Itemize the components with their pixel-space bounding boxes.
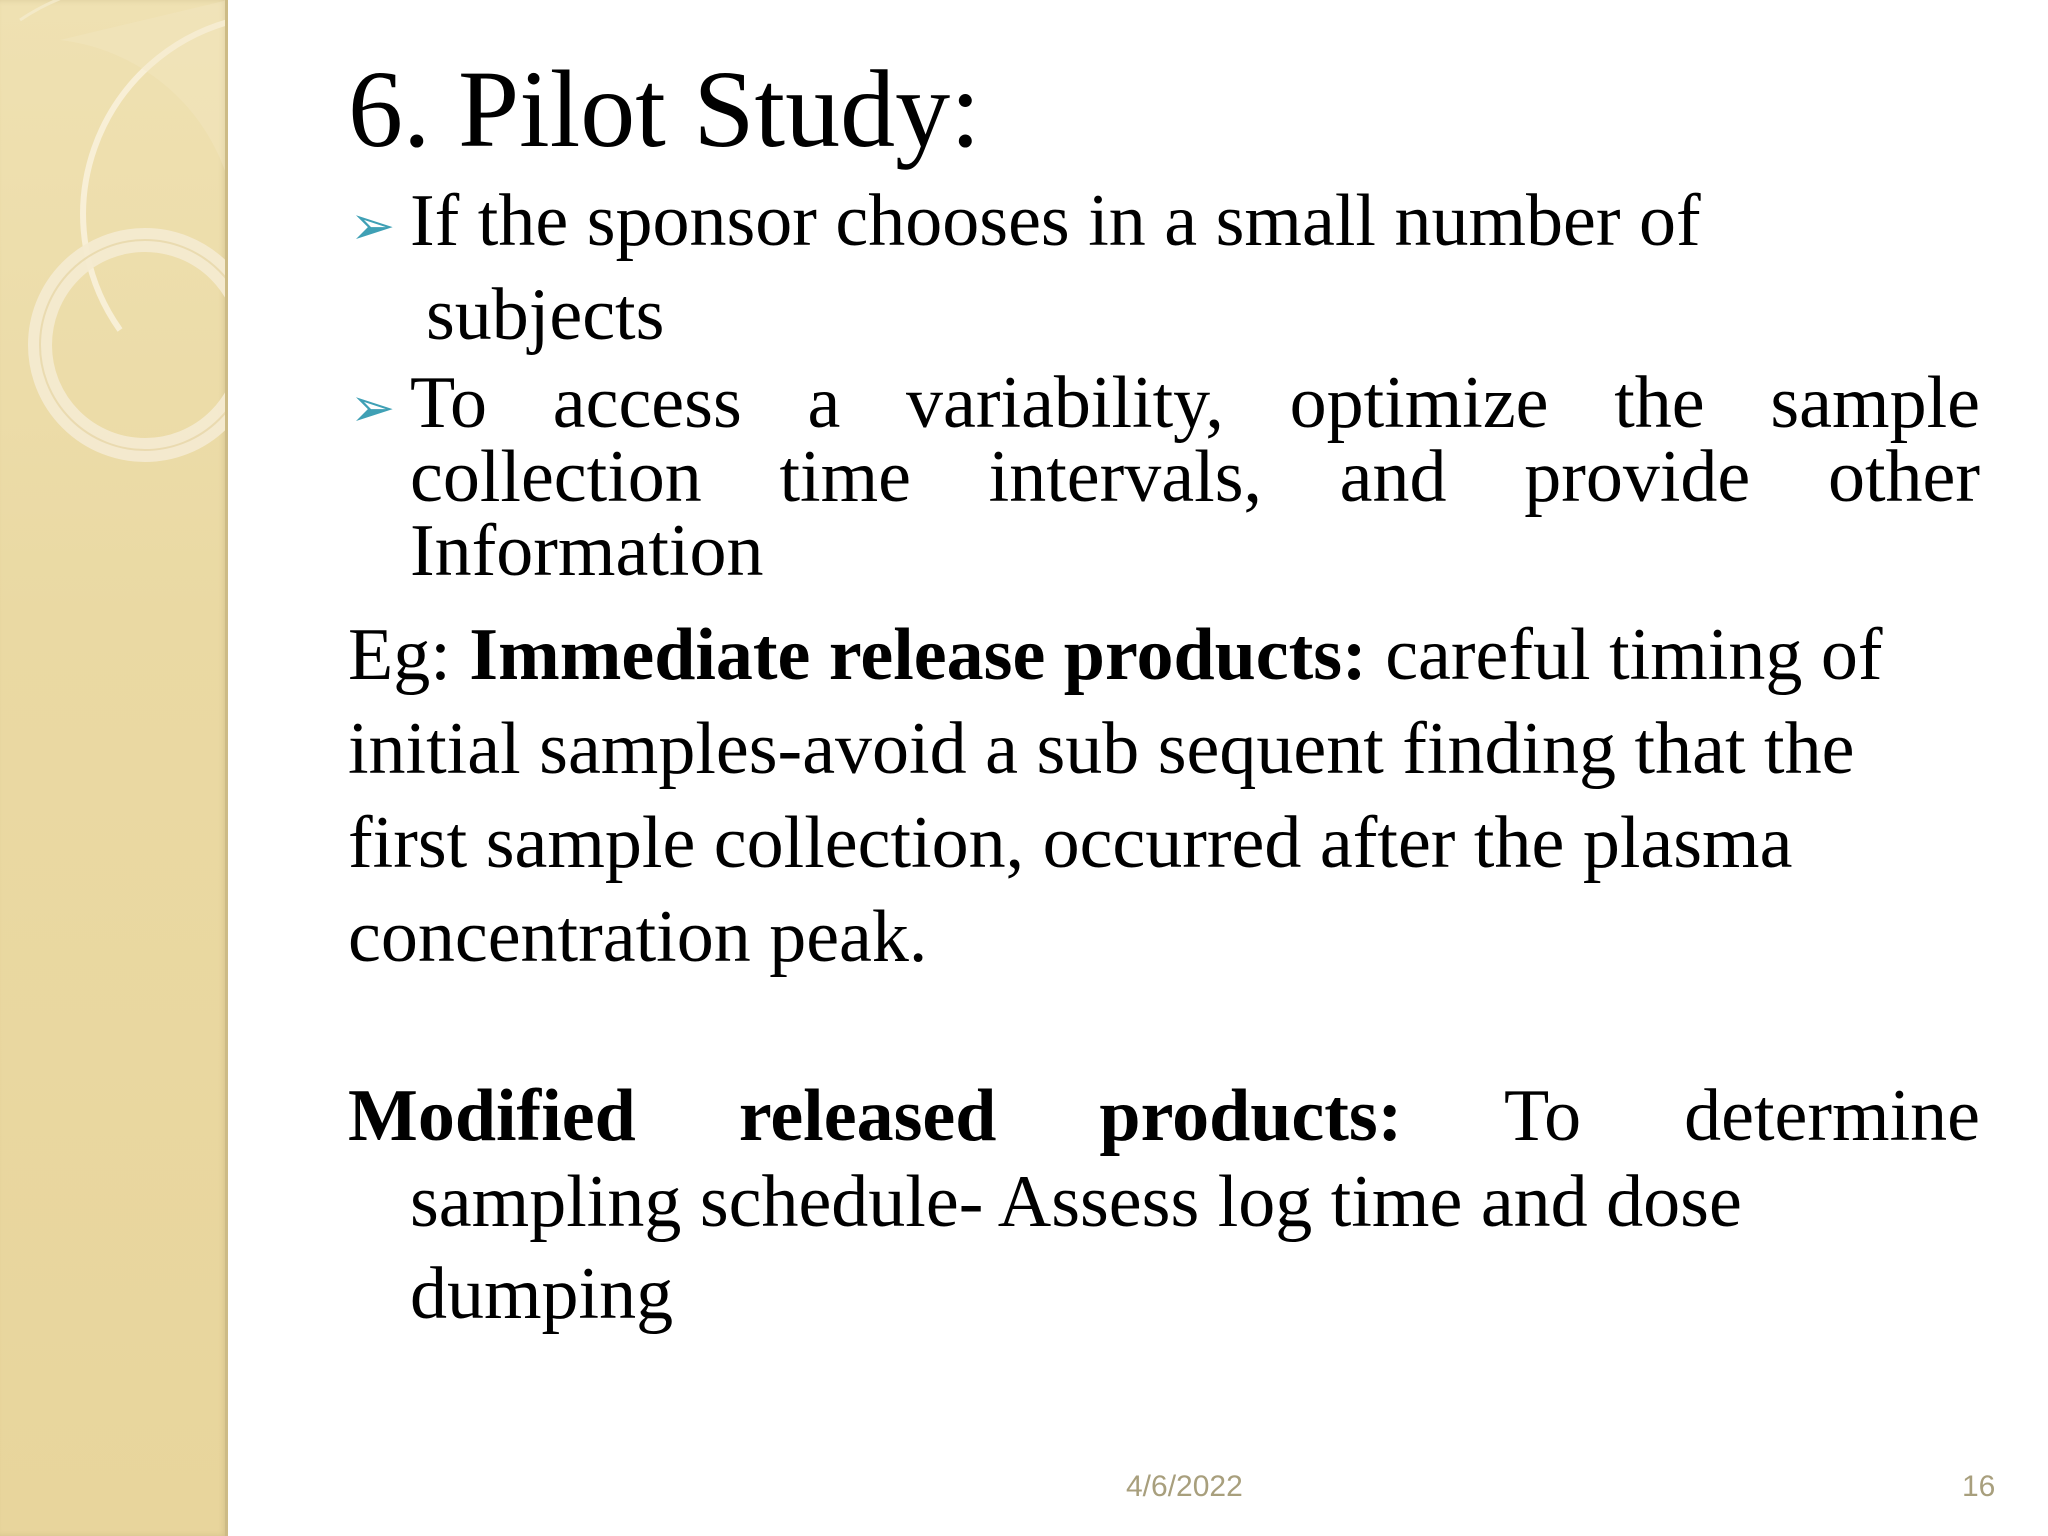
bullet-line-continuation: subjects	[426, 274, 665, 356]
modified-release-paragraph	[348, 1076, 1980, 1340]
bullet-line: If the sponsor chooses in a small number of	[410, 180, 1701, 262]
example-heading: Immediate release products:	[469, 614, 1367, 696]
slide-title: 6. Pilot Study:	[348, 48, 981, 170]
example-text: careful timing of initial samples-avoid a sub sequent finding that the first sample collection, occurred after the plasma concentration peak.	[348, 614, 1883, 978]
modified-first-line-text: To determine	[1402, 1075, 1980, 1157]
bullet-text	[410, 174, 1980, 362]
decorative-side-band	[0, 0, 228, 1536]
decorative-rings-graphic	[0, 0, 228, 1536]
modified-first-line	[348, 1076, 1980, 1156]
example-prefix: Eg:	[348, 614, 470, 696]
modified-line: sampling schedule- Assess log time and dose	[410, 1161, 1742, 1243]
slide-number: 16	[1962, 1470, 1996, 1503]
modified-heading: Modified released products:	[348, 1075, 1403, 1157]
footer-date: 4/6/2022	[1126, 1470, 1243, 1503]
modified-line: dumping	[410, 1253, 674, 1335]
example-paragraph	[348, 608, 1980, 984]
arrow-bullet-icon: ➢	[350, 378, 396, 438]
bullet-text: To access a variability, optimize the sample collection time intervals, and provide other Information	[410, 362, 1980, 592]
arrow-bullet-icon: ➢	[350, 196, 396, 256]
